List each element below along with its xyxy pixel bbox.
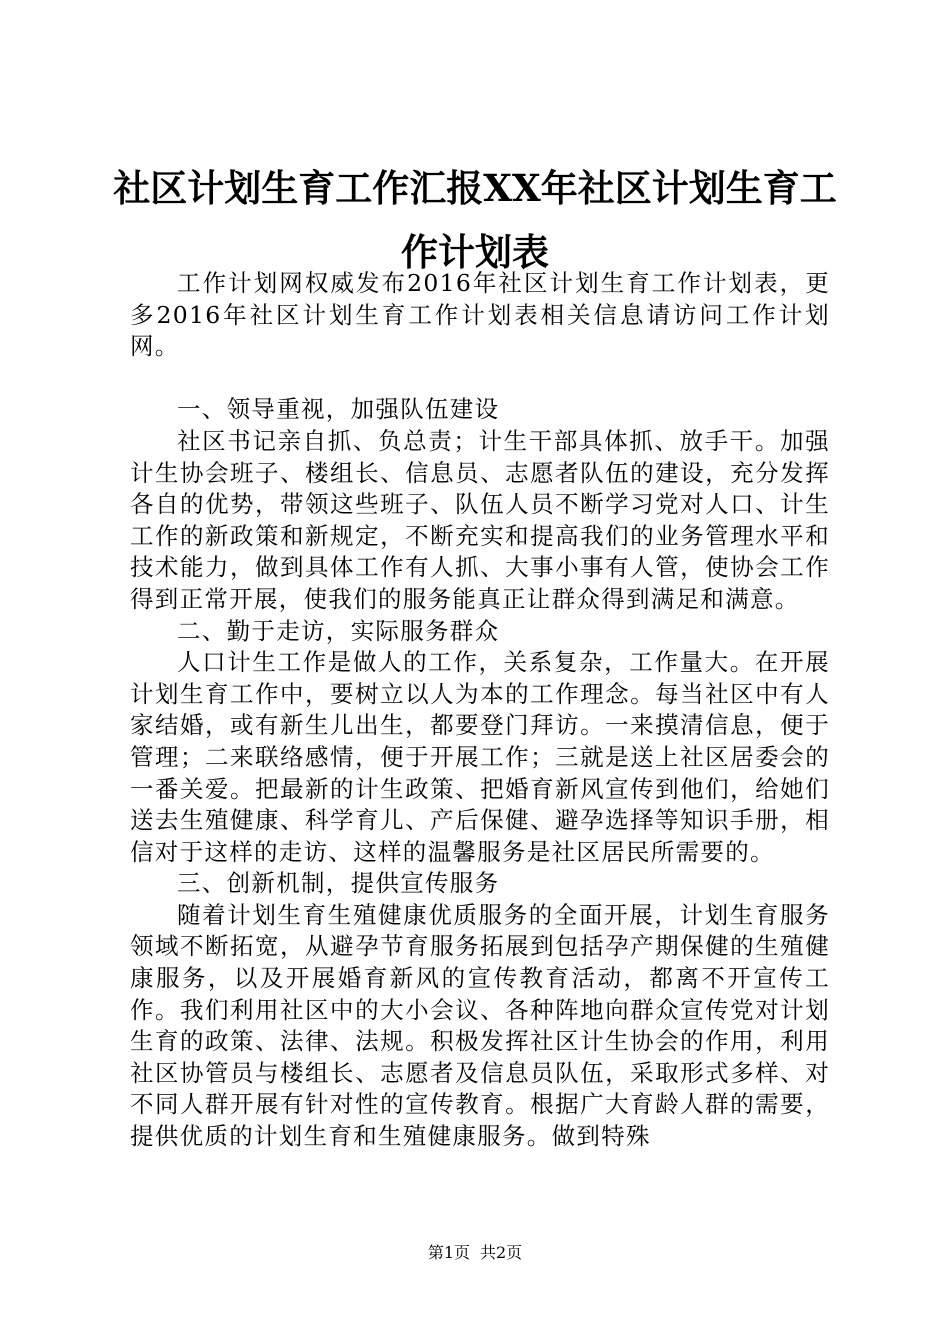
intro-paragraph: 工作计划网权威发布2016年社区计划生育工作计划表，更多2016年社区计划生育工作计划表相关信息请访问工作计划网。: [130, 269, 830, 361]
page-number: 第1页: [427, 1243, 470, 1262]
section-heading-3: 三、创新机制，提供宣传服务: [177, 869, 500, 898]
section-paragraph-1: 社区书记亲自抓、负总责；计生干部具体抓、放手干。加强计生协会班子、楼组长、信息员、志愿者队伍的建设，充分发挥各自的优势，带领这些班子、队伍人员不断学习党对人口、计生工作的新政策和新规定，不断充实和提高我们的业务管理水平和技术能力，做到具体工作有人抓、大事小事有人管，使协会工作得到正常开展，使我们的服务能真正让群众得到满足和满意。: [130, 426, 830, 613]
section-heading-1: 一、领导重视，加强队伍建设: [177, 395, 500, 424]
section-paragraph-2: 人口计生工作是做人的工作，关系复杂，工作量大。在开展计划生育工作中，要树立以人为本的工作理念。每当社区中有人家结婚，或有新生儿出生，都要登门拜访。一来摸清信息，便于管理；二来联络感情，便于开展工作；三就是送上社区居委会的一番关爱。把最新的计生政策、把婚育新风宣传到他们，给她们送去生殖健康、科学育儿、产后保健、避孕选择等知识手册，相信对于这样的走访、这样的温馨服务是社区居民所需要的。: [130, 648, 830, 866]
page-footer: [0, 1243, 950, 1263]
paragraph-gap: [130, 363, 830, 395]
section-paragraph-3: 随着计划生育生殖健康优质服务的全面开展，计划生育服务领域不断拓宽，从避孕节育服务拓展到包括孕产期保健的生殖健康服务，以及开展婚育新风的宣传教育活动，都离不开宣传工作。我们利用社区中的大小会议、各种阵地向群众宣传党对计划生育的政策、法律、法规。积极发挥社区计生协会的作用，利用社区协管员与楼组长、志愿者及信息员队伍，采取形式多样、对不同人群开展有针对性的宣传教育。根据广大育龄人群的需要，提供优质的计划生育和生殖健康服务。做到特殊: [130, 900, 830, 1151]
section-heading-2: 二、勤于走访，实际服务群众: [177, 616, 500, 645]
document-title-line-2: 作计划表: [401, 230, 549, 274]
document-title: [110, 162, 840, 278]
document-title-line-1: 社区计划生育工作汇报XX年社区计划生育工: [113, 166, 837, 210]
document-body: [130, 268, 830, 1153]
page-total: 共2页: [480, 1243, 523, 1262]
